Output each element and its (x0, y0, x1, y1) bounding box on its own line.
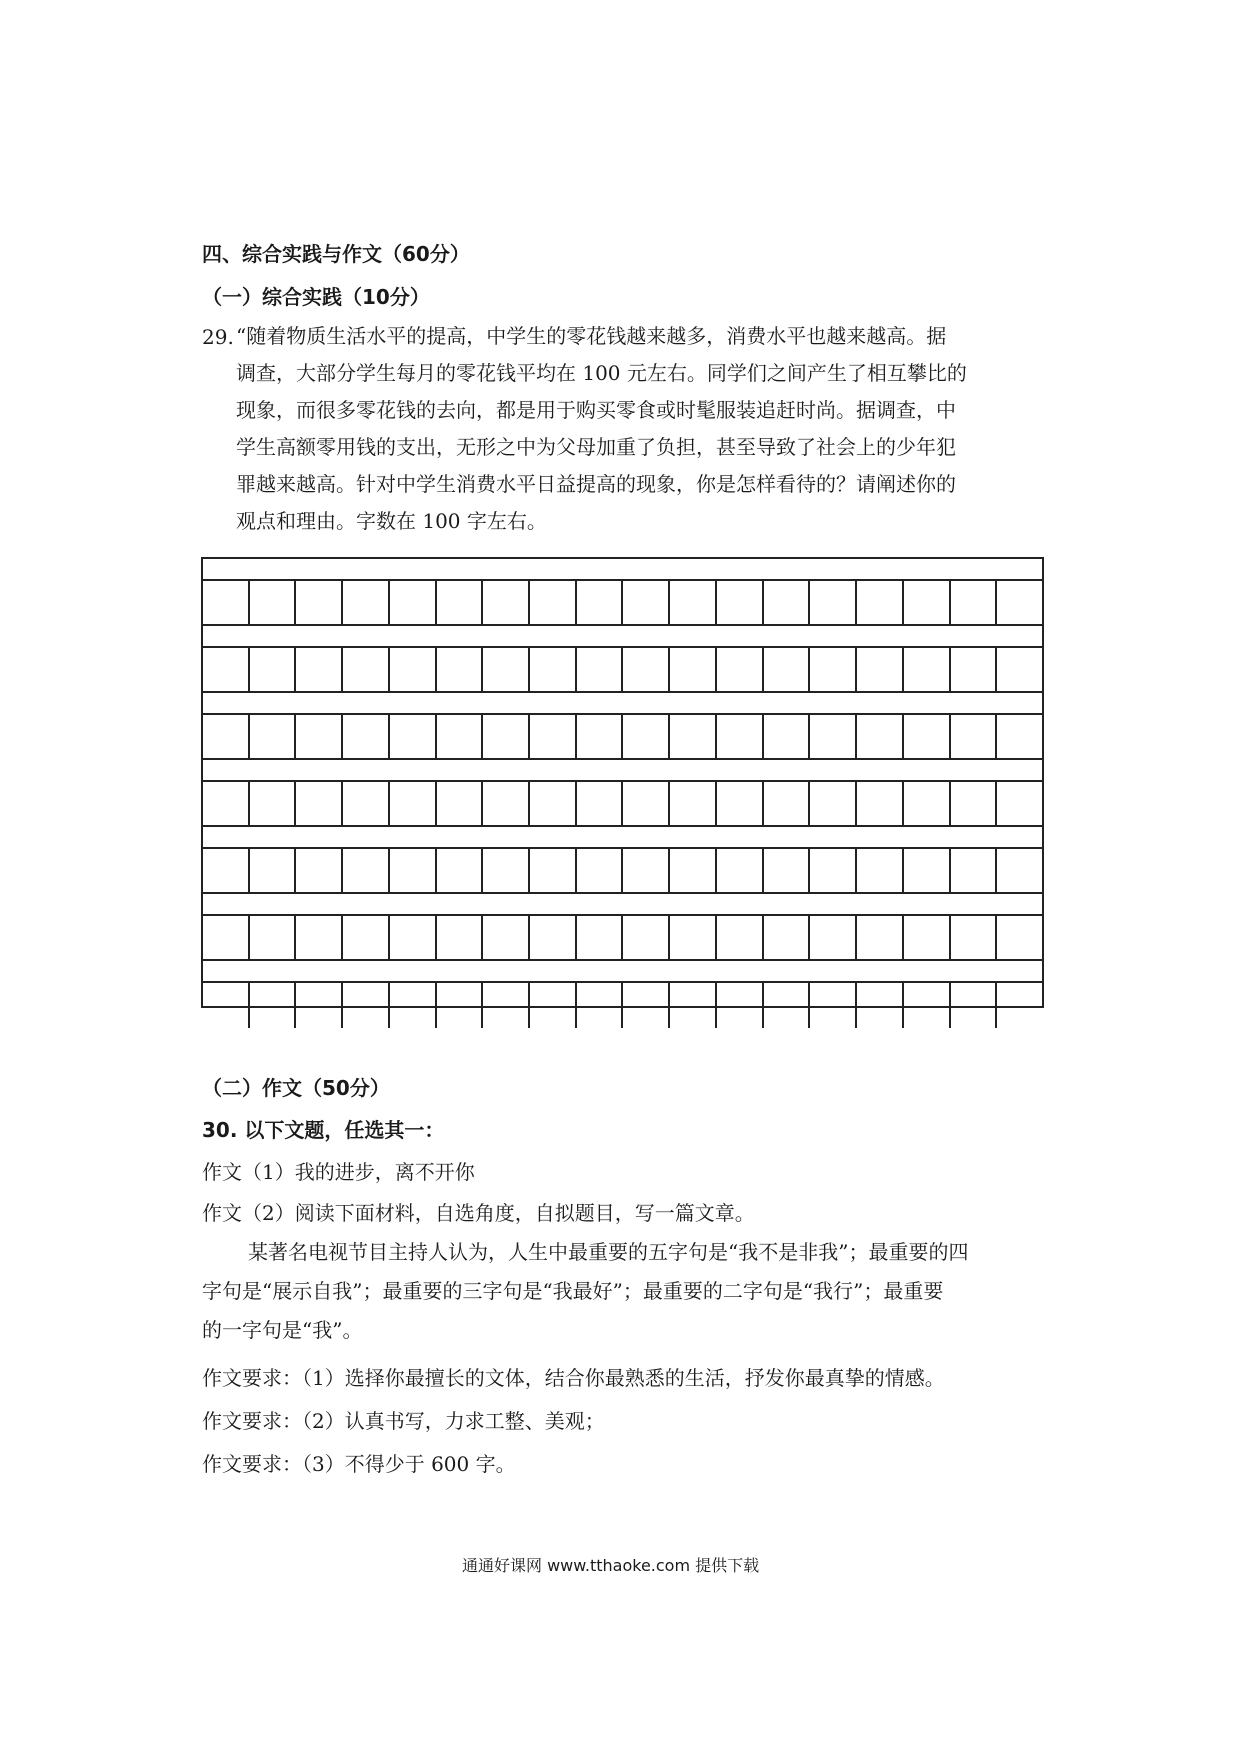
grid-gap-band (203, 626, 1042, 648)
grid-cell[interactable] (296, 782, 343, 825)
grid-gap-band (203, 693, 1042, 715)
grid-cell[interactable] (764, 648, 811, 691)
grid-cell[interactable] (951, 849, 998, 892)
grid-cell[interactable] (343, 782, 390, 825)
grid-cell[interactable] (437, 916, 484, 959)
grid-row (203, 849, 1042, 894)
grid-cell[interactable] (483, 581, 530, 624)
grid-cell[interactable] (951, 983, 998, 1028)
essay-option-1: 作文（1）我的进步，离不开你 (202, 1160, 475, 1184)
grid-cell[interactable] (203, 581, 250, 624)
grid-cell[interactable] (296, 581, 343, 624)
grid-cell[interactable] (390, 648, 437, 691)
grid-cell[interactable] (997, 916, 1042, 959)
question-29-line: 学生高额零用钱的支出，无形之中为父母加重了负担，甚至导致了社会上的少年犯 (236, 435, 956, 459)
answer-writing-grid[interactable] (201, 557, 1044, 1008)
grid-cell[interactable] (530, 581, 577, 624)
grid-cell[interactable] (296, 983, 343, 1028)
grid-cell[interactable] (997, 849, 1042, 892)
grid-row (203, 648, 1042, 693)
question-29-text (236, 318, 1046, 540)
grid-row (203, 715, 1042, 760)
grid-cell[interactable] (857, 581, 904, 624)
grid-gap-band (203, 961, 1042, 983)
grid-cell[interactable] (623, 782, 670, 825)
material-line: 某著名电视节目主持人认为，人生中最重要的五字句是“我不是非我”；最重要的四 (248, 1240, 969, 1264)
grid-cell[interactable] (203, 782, 250, 825)
grid-cell[interactable] (764, 983, 811, 1028)
grid-cell[interactable] (343, 849, 390, 892)
grid-cell[interactable] (764, 916, 811, 959)
grid-cell[interactable] (343, 715, 390, 758)
grid-cell[interactable] (997, 581, 1042, 624)
grid-cell[interactable] (764, 849, 811, 892)
question-29-line: 调查，大部分学生每月的零花钱平均在 100 元左右。同学们之间产生了相互攀比的 (236, 361, 967, 385)
grid-gap-band (203, 827, 1042, 849)
grid-cell[interactable] (717, 782, 764, 825)
grid-cell[interactable] (904, 581, 951, 624)
grid-cell[interactable] (670, 916, 717, 959)
grid-cell[interactable] (810, 715, 857, 758)
grid-cell[interactable] (623, 983, 670, 1028)
grid-cell[interactable] (250, 916, 297, 959)
grid-cell[interactable] (296, 849, 343, 892)
grid-cell[interactable] (437, 648, 484, 691)
essay-requirement-3: 作文要求：（3）不得少于 600 字。 (202, 1452, 516, 1476)
grid-cell[interactable] (343, 648, 390, 691)
grid-cell[interactable] (717, 715, 764, 758)
grid-cell[interactable] (483, 916, 530, 959)
grid-cell[interactable] (670, 715, 717, 758)
grid-cell[interactable] (997, 648, 1042, 691)
grid-cell[interactable] (997, 983, 1042, 1028)
grid-cell[interactable] (483, 715, 530, 758)
grid-cell[interactable] (203, 849, 250, 892)
grid-cell[interactable] (296, 648, 343, 691)
grid-cell[interactable] (951, 581, 998, 624)
grid-cell[interactable] (530, 916, 577, 959)
question-29-line: 观点和理由。字数在 100 字左右。 (236, 509, 547, 533)
grid-cell[interactable] (904, 648, 951, 691)
grid-cell[interactable] (250, 581, 297, 624)
grid-cell[interactable] (764, 581, 811, 624)
grid-cell[interactable] (951, 648, 998, 691)
grid-cell[interactable] (203, 916, 250, 959)
grid-cell[interactable] (904, 916, 951, 959)
essay-requirement-1: 作文要求：（1）选择你最擅长的文体，结合你最熟悉的生活，抒发你最真挚的情感。 (202, 1366, 945, 1390)
question-29-number: 29. (202, 325, 234, 349)
grid-cell[interactable] (343, 983, 390, 1028)
grid-cell[interactable] (810, 648, 857, 691)
grid-cell[interactable] (390, 782, 437, 825)
grid-cell[interactable] (904, 849, 951, 892)
grid-cell[interactable] (437, 983, 484, 1028)
grid-cell[interactable] (530, 715, 577, 758)
grid-cell[interactable] (437, 849, 484, 892)
grid-cell[interactable] (343, 916, 390, 959)
grid-cell[interactable] (997, 782, 1042, 825)
grid-cell[interactable] (250, 715, 297, 758)
grid-cell[interactable] (577, 715, 624, 758)
grid-row (203, 983, 1042, 1028)
grid-cell[interactable] (857, 782, 904, 825)
grid-row (203, 581, 1042, 626)
grid-row (203, 782, 1042, 827)
grid-cell[interactable] (437, 782, 484, 825)
grid-cell[interactable] (810, 849, 857, 892)
grid-cell[interactable] (670, 782, 717, 825)
grid-cell[interactable] (390, 581, 437, 624)
grid-cell[interactable] (857, 648, 904, 691)
grid-cell[interactable] (951, 782, 998, 825)
grid-cell[interactable] (717, 581, 764, 624)
grid-cell[interactable] (390, 715, 437, 758)
grid-cell[interactable] (577, 849, 624, 892)
grid-cell[interactable] (390, 983, 437, 1028)
grid-cell[interactable] (530, 983, 577, 1028)
grid-cell[interactable] (857, 916, 904, 959)
grid-cell[interactable] (623, 849, 670, 892)
section-title: 四、综合实践与作文（60分） (202, 242, 470, 266)
grid-cell[interactable] (670, 849, 717, 892)
grid-cell[interactable] (857, 849, 904, 892)
grid-cell[interactable] (717, 983, 764, 1028)
grid-cell[interactable] (390, 916, 437, 959)
question-29-line: 现象，而很多零花钱的去向，都是用于购买零食或时髦服装追赶时尚。据调查，中 (236, 398, 956, 422)
grid-cell[interactable] (857, 983, 904, 1028)
grid-cell[interactable] (717, 916, 764, 959)
grid-cell[interactable] (390, 849, 437, 892)
grid-row (203, 916, 1042, 961)
grid-cell[interactable] (530, 849, 577, 892)
grid-cell[interactable] (717, 849, 764, 892)
grid-cell[interactable] (250, 849, 297, 892)
grid-cell[interactable] (764, 715, 811, 758)
grid-cell[interactable] (951, 715, 998, 758)
grid-gap-band (203, 559, 1042, 581)
material-line: 字句是“展示自我”；最重要的三字句是“我最好”；最重要的二字句是“我行”；最重要 (202, 1279, 944, 1303)
essay-option-2: 作文（2）阅读下面材料，自选角度，自拟题目，写一篇文章。 (202, 1201, 755, 1225)
part2-heading: （二）作文（50分） (202, 1076, 390, 1100)
grid-cell[interactable] (343, 581, 390, 624)
grid-cell[interactable] (577, 648, 624, 691)
grid-gap-band (203, 894, 1042, 916)
grid-cell[interactable] (951, 916, 998, 959)
grid-cell[interactable] (623, 916, 670, 959)
grid-cell[interactable] (203, 715, 250, 758)
material-line: 的一字句是“我”。 (202, 1318, 363, 1342)
grid-cell[interactable] (203, 648, 250, 691)
grid-cell[interactable] (670, 648, 717, 691)
grid-cell[interactable] (437, 715, 484, 758)
grid-cell[interactable] (483, 648, 530, 691)
grid-cell[interactable] (717, 648, 764, 691)
grid-cell[interactable] (577, 916, 624, 959)
grid-cell[interactable] (623, 581, 670, 624)
grid-cell[interactable] (810, 581, 857, 624)
grid-cell[interactable] (764, 782, 811, 825)
essay-requirement-2: 作文要求：（2）认真书写，力求工整、美观； (202, 1409, 605, 1433)
grid-cell[interactable] (577, 581, 624, 624)
grid-cell[interactable] (577, 983, 624, 1028)
essay-material (202, 1233, 1044, 1350)
question-30: 30. 以下文题，任选其一： (202, 1118, 445, 1142)
grid-cell[interactable] (483, 782, 530, 825)
grid-cell[interactable] (904, 715, 951, 758)
grid-cell[interactable] (670, 581, 717, 624)
grid-cell[interactable] (904, 983, 951, 1028)
grid-cell[interactable] (203, 983, 250, 1028)
grid-cell[interactable] (623, 715, 670, 758)
grid-cell[interactable] (250, 983, 297, 1028)
grid-cell[interactable] (857, 715, 904, 758)
question-29-line: 罪越来越高。针对中学生消费水平日益提高的现象，你是怎样看待的？请阐述你的 (236, 472, 956, 496)
grid-cell[interactable] (810, 916, 857, 959)
grid-cell[interactable] (623, 648, 670, 691)
grid-cell[interactable] (437, 581, 484, 624)
grid-gap-band (203, 760, 1042, 782)
grid-cell[interactable] (250, 782, 297, 825)
grid-cell[interactable] (904, 782, 951, 825)
grid-cell[interactable] (483, 983, 530, 1028)
grid-cell[interactable] (670, 983, 717, 1028)
grid-cell[interactable] (296, 715, 343, 758)
grid-cell[interactable] (530, 648, 577, 691)
grid-cell[interactable] (483, 849, 530, 892)
grid-cell[interactable] (810, 983, 857, 1028)
part1-heading: （一）综合实践（10分） (202, 285, 430, 309)
grid-cell[interactable] (577, 782, 624, 825)
page-footer: 通通好课网 www.tthaoke.com 提供下载 (462, 1556, 760, 1575)
grid-cell[interactable] (810, 782, 857, 825)
question-29-line: “随着物质生活水平的提高，中学生的零花钱越来越多，消费水平也越来越高。据 (236, 324, 947, 348)
grid-cell[interactable] (296, 916, 343, 959)
grid-cell[interactable] (250, 648, 297, 691)
grid-cell[interactable] (530, 782, 577, 825)
grid-cell[interactable] (997, 715, 1042, 758)
